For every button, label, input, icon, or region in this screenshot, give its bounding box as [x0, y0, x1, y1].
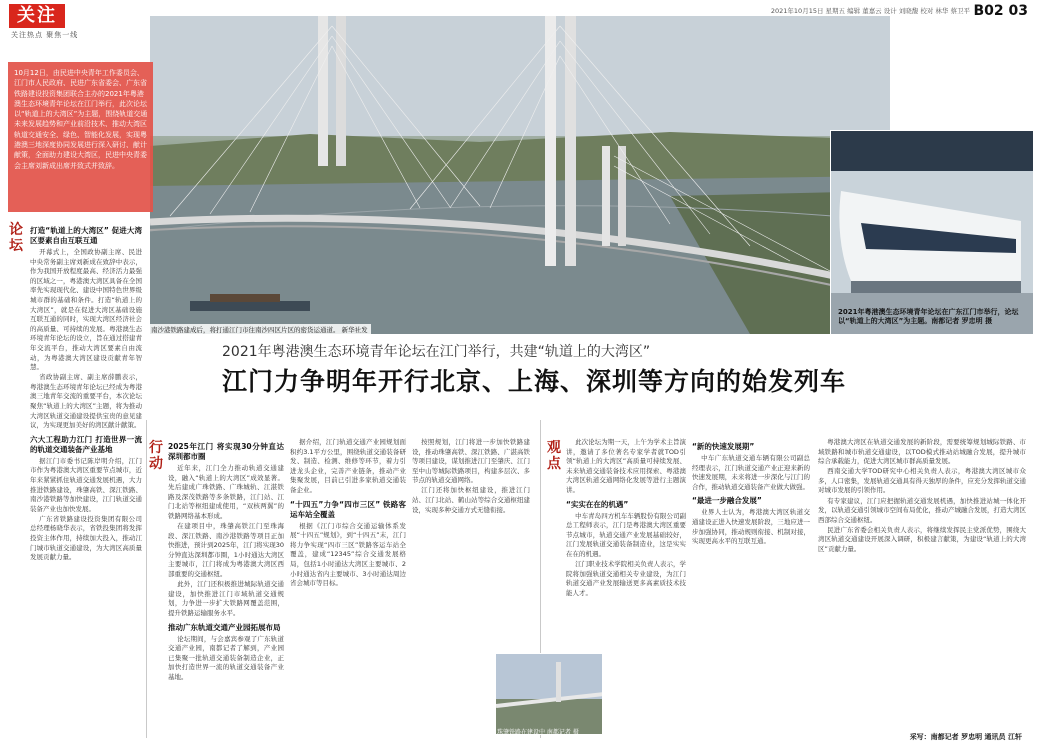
paragraph: 江门还将加快枢纽建设，推进江门站、江门北站、鹤山站等综合交通枢纽建设，实现多种交通方式无缝衔接。 — [412, 486, 530, 514]
side-photo-caption: 2021年粤港澳生态环境青年论坛在广东江门市举行，论坛以“轨道上的大湾区”为主题。南都记者 罗忠明 摄 — [838, 308, 1019, 325]
column-subhead: 推动广东轨道交通产业园拓展布局 — [168, 622, 281, 632]
page-number: B02 03 — [973, 3, 1028, 19]
paragraph: 据江门市委书记陈岸明介绍，江门市作为粤港澳大湾区重要节点城市，近年来紧紧抓住轨道交通发展机遇，大力推进铁路建设，珠肇高铁、深江铁路、南沙港铁路等加快建设，江门轨道交通装备产业也加快发展。 — [30, 456, 142, 513]
article-column-3a — [290, 438, 406, 738]
article-column-5 — [818, 438, 1026, 728]
column-subhead: “新的快速发展期” — [692, 442, 755, 451]
side-label-forum: 论坛 — [9, 222, 23, 254]
paragraph: 据介绍，江门轨道交通产业园规划面积约3.1平方公里，围绕轨道交通装备研发、制造、检测、维修等环节，着力引进龙头企业，完善产业链条，推动产业集聚发展，目前已引进多家轨道交通装备企业。 — [290, 438, 406, 494]
paragraph: 有专家建议，江门应把握轨道交通发展机遇，加快推进站城一体化开发，以轨道交通引领城市空间布局优化，推动产城融合发展，打造大湾区西部综合交通枢纽。 — [818, 496, 1026, 524]
paragraph: 根据《江门市综合交通运输体系发展“十四五”规划》，到“十四五”末，江门将力争实现“四市三区”铁路客运车站全覆盖，建成“12345”综合交通发展格局，包括1小时通达大湾区主要城市、2小时通达省内主要城市、3小时通达周边省会城市等目标。 — [290, 521, 406, 588]
paragraph: 省政协副主席、副主席薛鹏表示，粤港澳生态环境青年论坛已经成为粤港澳三地青年交流的重要平台，本次论坛聚焦“轨道上的大湾区”主题，将为推动大湾区轨道交通建设提供宝贵的意见建议，为实现更加美好的湾区献计献策。 — [30, 373, 142, 430]
column-subhead: “实实在在的机遇” — [566, 499, 629, 509]
headline-title: 江门力争明年开行北京、上海、深圳等方向的始发列车 — [222, 367, 847, 396]
column-subhead: 打造“轨道上的大湾区” 促进大湾区要素自由互联互通 — [30, 226, 142, 245]
side-label-view: 观点 — [547, 440, 561, 472]
inset-illustration — [496, 654, 603, 735]
side-label-action: 行动 — [149, 440, 163, 472]
column-subhead: 六大工程助力江门 打造世界一流的轨道交通装备产业基地 — [30, 434, 142, 454]
train-illustration — [831, 131, 1034, 335]
headline-kicker: 2021年粤港澳生态环境青年论坛在江门举行，共建“轨道上的大湾区” — [222, 344, 651, 360]
article-column-2 — [168, 438, 284, 738]
main-photo-caption: 南沙港铁路建成后，将打通江门市往南沙四区片区的密货运通道。 新华社发 — [148, 324, 371, 335]
section-subtitle: 关注热点 聚焦一线 — [11, 31, 79, 39]
paragraph: 中车广东轨道交通车辆有限公司副总经理表示，江门轨道交通产业正迎来新的快速发展期，未来将进一步深化与江门的合作，推动轨道交通装备产业做大做强。 — [692, 454, 810, 491]
paragraph: 业界人士认为，粤港澳大湾区轨道交通建设正进入快速发展阶段，三地应进一步加强协同，推动规则衔接、机制对接，实现更高水平的互联互通。 — [692, 508, 810, 546]
article-column-4b — [692, 438, 810, 738]
paragraph: 江门职业技术学院相关负责人表示，学院将加强轨道交通相关专业建设，为江门轨道交通产业发展输送更多高素质技术技能人才。 — [566, 560, 686, 597]
main-photo-bridge — [150, 16, 890, 334]
paragraph: 开幕式上，全国政协副主席、民进中央常务副主席刘新成在致辞中表示，作为我国开放程度最高、经济活力最强的区域之一，粤港澳大湾区具备在全国率先实现现代化、建设中国特色世界级城市群的基础和条件。打造“轨道上的大湾区”，就是在促进大湾区基础设施互联互通的同时，实现大湾区经济社会的高质量、可持续的发展。粤港澳生态环境青年论坛的设立，旨在通过搭建青年交流平台，推动大湾区要素自由流动，为粤港澳大湾区建设贡献青年智慧。 — [30, 248, 142, 372]
inset-caption: 珠肇铁路在建设中 南都记者 摄 — [497, 729, 579, 736]
paragraph: 中车青岛四方机车车辆股份有限公司副总工程师表示，江门是粤港澳大湾区重要节点城市，轨道交通产业发展基础较好，江门发展轨道交通装备制造业，这是实实在在的机遇。 — [566, 511, 686, 558]
bridge-illustration — [150, 16, 890, 334]
inset-photo — [495, 653, 603, 735]
folio-line: 2021年10月15日 星期五 编辑 董嘉云 设计 刘晓馥 校对 林华 蔡卫平 — [770, 7, 970, 15]
paragraph: 此次论坛为期一天，上午为学术主旨演讲，邀请了多位著名专家学者就TOD引领“轨道上的大湾区”高质量可持续发展、未来轨道交通装备技术应用探索、粤港澳大湾区轨道交通网络化发展等进行主题演讲。 — [566, 438, 686, 494]
paragraph: 此外，江门还积极推进城际轨道交通建设，加快推进江门市域轨道交通规划，力争进一步扩大铁路网覆盖范围，提升铁路运输服务水平。 — [168, 580, 284, 617]
paragraph: 粤港澳大湾区在轨道交通发展的新阶段，需要统筹规划城际铁路、市域铁路和城市轨道交通建设，以TOD模式推动站城融合发展，提升城市综合承载能力，促进大湾区城市群高质量发展。 — [818, 438, 1026, 466]
paragraph: 民进广东省委会相关负责人表示，将继续发挥民主党派优势，围绕大湾区轨道交通建设开展深入调研，积极建言献策，为建设“轨道上的大湾区”贡献力量。 — [818, 525, 1026, 554]
paragraph: 广东省铁路建设投资集团有限公司总经理杨晓华表示，省铁投集团将发挥投资主体作用，持续加大投入，推动江门城市轨道交通建设，为大湾区高质量发展贡献力量。 — [30, 514, 142, 562]
column-divider — [146, 420, 147, 738]
reporter-credit: 采写：南都记者 罗忠明 通讯员 江轩 — [909, 733, 1022, 741]
side-photo-train — [830, 130, 1034, 335]
paragraph: 论坛期间，与会嘉宾参观了广东轨道交通产业园，南都记者了解到，产业园已集聚一批轨道交通装备制造企业，正加快打造世界一流的轨道交通装备产业基地。 — [168, 634, 284, 681]
intro-text: 10月12日，由民进中央青年工作委员会、江门市人民政府、民进广东省委会、广东省铁路建设投资集团联合主办的2021年粤港澳生态环境青年论坛在江门举行，此次论坛以“轨道上的大湾区”为主题，围绕轨道交通未来发展趋势和产业前沿技术、推动大湾区轨道交通安全、绿色、智能化发展，实现粤港澳三地深度协同发展进行深入研讨、献计献策，全面助力建设大湾区，民进中央青委会主席刘新成出席并致式并致辞。 — [14, 69, 148, 170]
column-subhead: “十四五”力争“四市三区” 铁路客运车站全覆盖 — [290, 499, 406, 519]
paragraph: 按照规划，江门将进一步加快铁路建设，推动珠肇高铁、深江铁路、广湛高铁等项目建设，谋划推进江门至肇庆、江门至中山等城际铁路项目，构建多层次、多节点的轨道交通网络。 — [412, 438, 530, 485]
paragraph: 近年来，江门全力推动轨道交通建设，融入“轨道上的大湾区”成效显著。先后建成广珠铁路、广珠城轨、江湛铁路及深茂铁路等多条铁路，江门站、江门北站等枢纽建成使用，“双核两翼”的铁路网络基本形成。 — [168, 464, 284, 520]
paragraph: 在建项目中，珠肇高铁江门至珠海段、深江铁路、南沙港铁路等项目正加快推进，预计到2025年，江门将实现30分钟直达深圳都市圈，1小时通达大湾区主要城市，江门将成为粤港澳大湾区西部重要的交通枢纽。 — [168, 522, 284, 579]
paragraph: 西南交通大学TOD研究中心相关负责人表示，粤港澳大湾区城市众多，人口密集，发展轨道交通具有得天独厚的条件，应充分发挥轨道交通对城市发展的引领作用。 — [818, 467, 1026, 495]
article-column-1 — [30, 222, 142, 742]
section-tag: 关注 — [9, 4, 65, 28]
column-subhead: “最进一步融合发展” — [692, 496, 762, 506]
column-subhead: 2025年江门 将实现30分钟直达深圳都市圈 — [168, 442, 284, 461]
